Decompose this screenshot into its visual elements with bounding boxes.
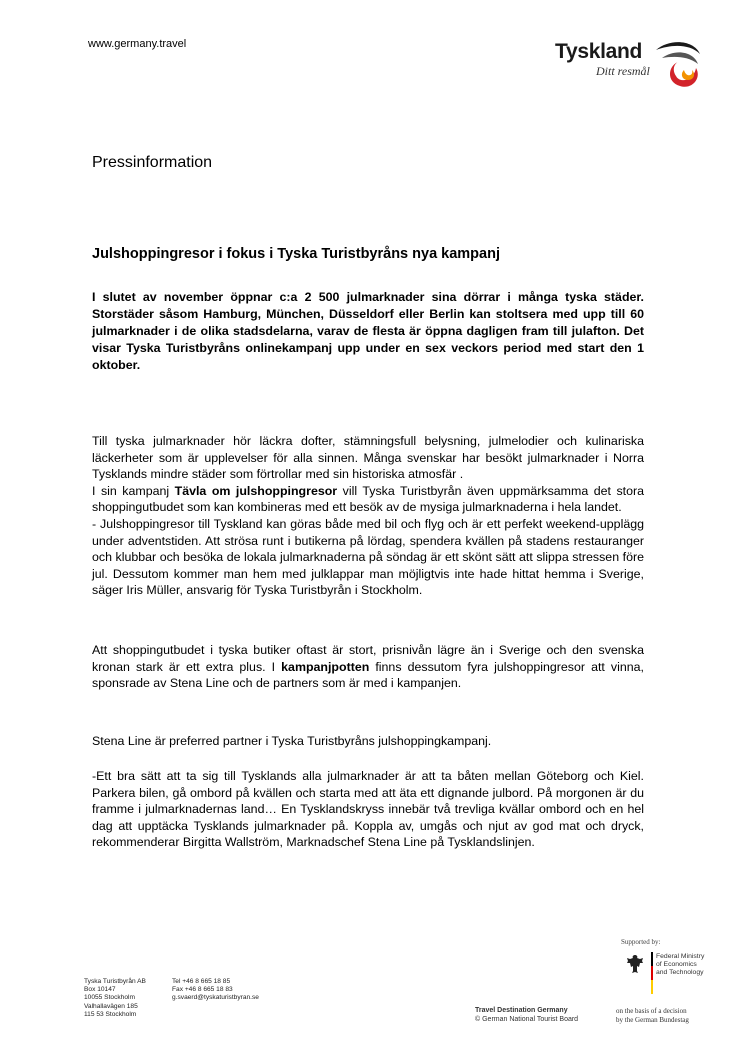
ministry-line: of Economics [656, 961, 697, 969]
text-span: Att shoppingutbudet i tyska butiker oftast är stort, prisnivån lägre än i Sverige och den svenska kronan stark är ett extra plus. I [92, 643, 644, 674]
body-paragraph-4: -Ett bra sätt att ta sig till Tysklands alla julmarknader är att ta båten mellan Göteborg och Kiel. Parkera bilen, gå ombord på kvällen och starta med att äta ett dignande julbord. På morgonen är du framme i julmarknadernas land… En Tysklandskryss innebär två trevliga kvällar ombord och en hel dag att upptäcka Tysklands julmarknader på. Koppla av, umgås och njut av god mat och dryck, rekommenderar Birgitta Wallström, Marknadschef Stena Line på Tysklandslinjen. [92, 769, 644, 850]
section-label: Pressinformation [92, 154, 213, 171]
contact-email[interactable]: g.svaerd@tyskaturistbyran.se [172, 994, 259, 1002]
text-span: I sin kampanj [92, 483, 175, 498]
body-paragraph-1c: - Julshoppingresor till Tyskland kan göras både med bil och flyg och är ett perfekt weekend-upplägg under adventstiden. Att strösa runt i butikerna på lördag, spendera kvällen på stadens restauranger och klubbar och besöka de lokala julmarknaderna på söndag är ett skönt sätt att slippa stressen före jul. Dessutom kommer man hem med julklappar man möjligtvis inte hade hittat hemma i Sverige, säger Iris Müller, ansvarig för Tyska Turistbyrån i Stockholm. [92, 516, 644, 598]
address-line: Tyska Turistbyrån AB [84, 978, 146, 985]
address-line: Valhallavägen 185 [84, 1002, 138, 1010]
decision-line: by the German Bundestag [616, 1015, 689, 1024]
tdg-subtitle: © German National Tourist Board [475, 1015, 579, 1023]
body-paragraph-1b [92, 483, 644, 516]
germany-bird-logo-icon [650, 36, 706, 92]
body-paragraph-1 [92, 433, 644, 599]
campaign-name: Tävla om julshoppingresor [174, 483, 338, 498]
ministry-line: and Technology [656, 969, 704, 977]
german-flag-bar-icon [651, 952, 653, 994]
address-line: Box 10147 [84, 986, 116, 994]
tdg-title: Travel Destination Germany [475, 1007, 568, 1014]
lead-paragraph: I slutet av november öppnar c:a 2 500 julmarknader sina dörrar i många tyska städer. Storstäder såsom Hamburg, München, Düsseldorf eller Berlin kan stoltsera med upp till 60 julmarknader i de olika stadsdelarna, varav de flesta är öppna dagligen fram till julafton. Det visar Tyska Turistbyråns onlinekampanj upp under en sex veckors period med start den 1 oktober. [92, 290, 644, 372]
footer-contact [172, 978, 259, 1003]
bundestag-decision-note [616, 1007, 689, 1024]
footer-address [84, 978, 146, 1019]
address-line: 10055 Stockholm [84, 994, 135, 1002]
text-span: finns dessutom fyra julshoppingresor att vinna, sponsrade av Stena Line och de partners som är med i kampanjen. [92, 659, 644, 691]
text-span: vill Tyska Turistbyrån även uppmärksamma det stora shoppingutbudet som kan kombineras med ett besök av de mysiga julmarknaderna i hela landet. [92, 483, 644, 515]
ministry-name [656, 953, 704, 978]
contact-fax: Fax +46 8 665 18 83 [172, 986, 233, 994]
contact-tel: Tel +46 8 665 18 85 [172, 978, 231, 985]
body-paragraph-1a: Till tyska julmarknader hör läckra dofter, stämningsfull belysning, julmelodier och kulinariska läckerheter som är upplevelser för alla sinnen. Många svenskar har besökt julmarknader i Norra Tysklands mindre städer som förtrollar med sin historiska atmosfär . [92, 434, 644, 482]
body-paragraph-3: Stena Line är preferred partner i Tyska Turistbyråns julshoppingkampanj. [92, 734, 492, 748]
decision-line: on the basis of a decision [616, 1007, 687, 1015]
federal-eagle-icon [624, 952, 646, 976]
headline: Julshoppingresor i fokus i Tyska Turistbyråns nya kampanj [92, 246, 500, 262]
address-line: 115 53 Stockholm [84, 1010, 137, 1018]
campaign-pot: kampanjpotten [281, 659, 370, 674]
footer-tdg [475, 1007, 578, 1024]
logo-wordmark: Tyskland [555, 40, 643, 63]
logo-tagline: Ditt resmål [596, 64, 650, 78]
ministry-line: Federal Ministry [656, 953, 705, 960]
body-paragraph-2 [92, 642, 644, 692]
supported-by-label: Supported by: [621, 938, 661, 946]
header-url[interactable]: www.germany.travel [88, 38, 187, 50]
